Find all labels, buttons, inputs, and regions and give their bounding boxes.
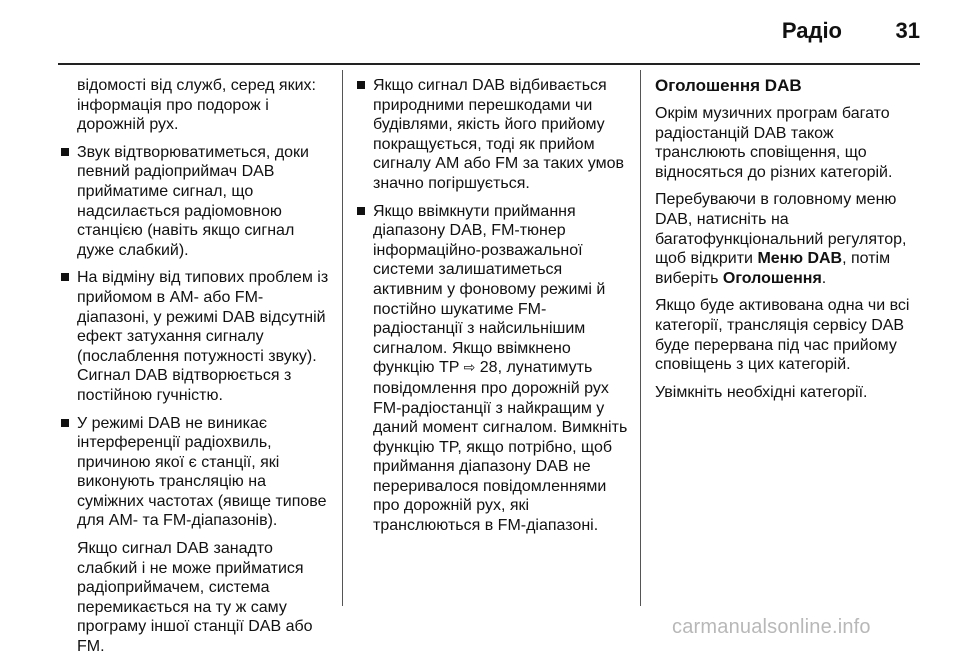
page-title: Радіо — [781, 18, 842, 43]
paragraph-text: , потім виберіть — [655, 250, 891, 287]
paragraph: Увімкніть необхідні категорії. — [655, 383, 868, 401]
square-bullet-icon — [61, 148, 69, 156]
bullet-text: Якщо сигнал DAB відбивається природними перешкодами чи будівлями, якість його прийому покращується, тоді як прийом сигналу АМ або FM за таких умов значно погіршується. — [373, 77, 625, 192]
arrow-reference-icon: ⇨ — [463, 360, 476, 377]
page-number: 31 — [895, 18, 920, 43]
square-bullet-icon — [61, 273, 69, 281]
bullet-text: На відміну від типових проблем із прийомом в АМ- або FM-діапазоні, у режимі DAB відсутній ефект затухання сигналу (послаблення потужності звуку). Сигнал DAB відтворюється з постійною гучністю. — [77, 269, 329, 404]
bullet-text-part: , лунатимуть повідомлення про дорожній рух FM-радіостанції з найкращим у даний момент сигналом. Вимкніть функцію TP, якщо потрібно, щоб приймання діапазону DAB не переривалося повідомленнями про дорожній рух, які транслюються в FM-діапазоні. — [373, 359, 628, 535]
menu-label: Меню DAB — [757, 250, 843, 268]
square-bullet-icon — [357, 207, 365, 215]
paragraph — [655, 190, 917, 288]
bullet-item — [356, 202, 628, 536]
bullet-item — [356, 76, 628, 194]
menu-label: Оголошення — [722, 269, 822, 287]
section-heading: Оголошення DAB — [655, 76, 802, 95]
bullet-text-part: Якщо ввімкнути приймання діапазону DAB, FM-тюнер інформаційно-розважальної системи залишатиметься активним у фоновому режимі й постійно шукатиме FM-радіостанції з найсильнішим сигналом. Якщо ввімкнено функцію TP — [373, 202, 606, 377]
column-2 — [356, 76, 628, 544]
paragraph-text: Перебуваючи в головному меню DAB, натисніть на багатофункціональний регулятор, щоб відкрити — [655, 191, 907, 268]
paragraph: Якщо буде активована одна чи всі категорії, трансляція сервісу DAB буде перервана під час прийому сповіщень з цих категорій. — [655, 297, 910, 374]
continued-paragraph: відомості від служб, серед яких: інформація про подорож і дорожній рух. — [77, 77, 316, 134]
bullet-item — [60, 414, 332, 532]
square-bullet-icon — [61, 419, 69, 427]
page-reference-link[interactable]: 28 — [479, 359, 498, 377]
bullet-item — [60, 268, 332, 405]
column-divider — [640, 70, 641, 606]
watermark: carmanualsonline.info — [672, 616, 871, 638]
indented-paragraph: Якщо сигнал DAB занадто слабкий і не може прийматися радіоприймачем, система перемикається на ту ж саму програму іншої станції DAB або FM. — [77, 540, 313, 656]
header-divider — [58, 63, 920, 65]
square-bullet-icon — [357, 81, 365, 89]
bullet-text: Звук відтворюватиметься, доки певний радіоприймач DAB прийматиме сигнал, що надсилається радіомовною станцією (навіть якщо сигнал дуже слабкий). — [77, 143, 309, 259]
column-divider — [342, 70, 343, 606]
column-1 — [60, 76, 332, 665]
paragraph-text: . — [821, 269, 827, 287]
bullet-text: У режимі DAB не виникає інтерференції радіохвиль, причиною якої є станції, які виконують трансляцію на суміжних частотах (явище типове для АМ- та FM-діапазонів). — [77, 414, 327, 530]
column-3 — [655, 76, 917, 410]
paragraph: Окрім музичних програм багато радіостанцій DAB також транслюють сповіщення, що відносяться до різних категорій. — [655, 105, 893, 181]
bullet-item — [60, 143, 332, 261]
